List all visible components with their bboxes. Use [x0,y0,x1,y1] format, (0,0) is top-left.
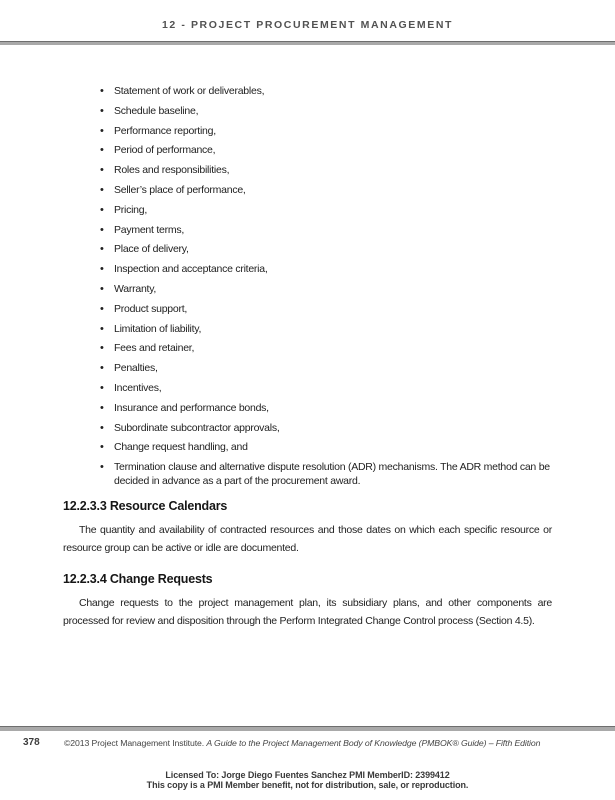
bullet-list-item: • Place of delivery, [63,242,552,256]
bullet-list-item: • Schedule baseline, [63,104,552,118]
section-heading-change-requests: 12.2.3.4 Change Requests [63,572,213,587]
bullet-list-item: • Seller’s place of performance, [63,183,552,197]
license-line-1: Licensed To: Jorge Diego Fuentes Sanchez PMI MemberID: 2399412 [165,770,450,780]
bullet-list-item: • Warranty, [63,282,552,296]
bullet-list-item: • Inspection and acceptance criteria, [63,262,552,276]
footer-rule [0,726,615,731]
bullet-list-item: • Penalties, [63,361,552,375]
bullet-list-item: • Incentives, [63,381,552,395]
contract-terms-bullet-list [63,84,552,488]
license-line-2: This copy is a PMI Member benefit, not for distribution, sale, or reproduction. [146,780,469,790]
bullet-list-item: • Product support, [63,302,552,316]
copyright-regular-text: ©2013 Project Management Institute. [64,738,207,748]
bullet-list-item: • Period of performance, [63,143,552,157]
bullet-list-item: • Payment terms, [63,223,552,237]
bullet-list-item: • Roles and responsibilities, [63,163,552,177]
paragraph-change-requests: Change requests to the project management plan, its subsidiary plans, and other components are processed for review and disposition through the Perform Integrated Change Control process (Section 4.5). [63,597,552,627]
bullet-list-item: • Limitation of liability, [63,322,552,336]
copyright-book-title: A Guide to the Project Management Body of Knowledge (PMBOK® Guide) – Fifth Edition [206,738,541,748]
bullet-list-item: • Termination clause and alternative dispute resolution (ADR) mechanisms. The ADR method can be decided in advance as a part of the procurement award. [63,460,552,488]
copyright-line [64,738,604,748]
section-heading-resource-calendars: 12.2.3.3 Resource Calendars [63,499,228,514]
bullet-list-item: • Change request handling, and [63,440,552,454]
running-header-title: 12 - PROJECT PROCUREMENT MANAGEMENT [161,19,454,31]
page-content [63,84,552,630]
bullet-list-item: • Subordinate subcontractor approvals, [63,421,552,435]
paragraph-resource-calendars: The quantity and availability of contracted resources and those dates on which each specific resource or resource group can be active or idle are documented. [63,524,552,554]
license-stamp [0,770,615,790]
header-rule [0,41,615,45]
bullet-list-item: • Performance reporting, [63,124,552,138]
bullet-list-item: • Insurance and performance bonds, [63,401,552,415]
bullet-list-item: • Pricing, [63,203,552,217]
bullet-list-item: • Statement of work or deliverables, [63,84,552,98]
page-number: 378 [23,737,40,748]
bullet-list-item: • Fees and retainer, [63,341,552,355]
